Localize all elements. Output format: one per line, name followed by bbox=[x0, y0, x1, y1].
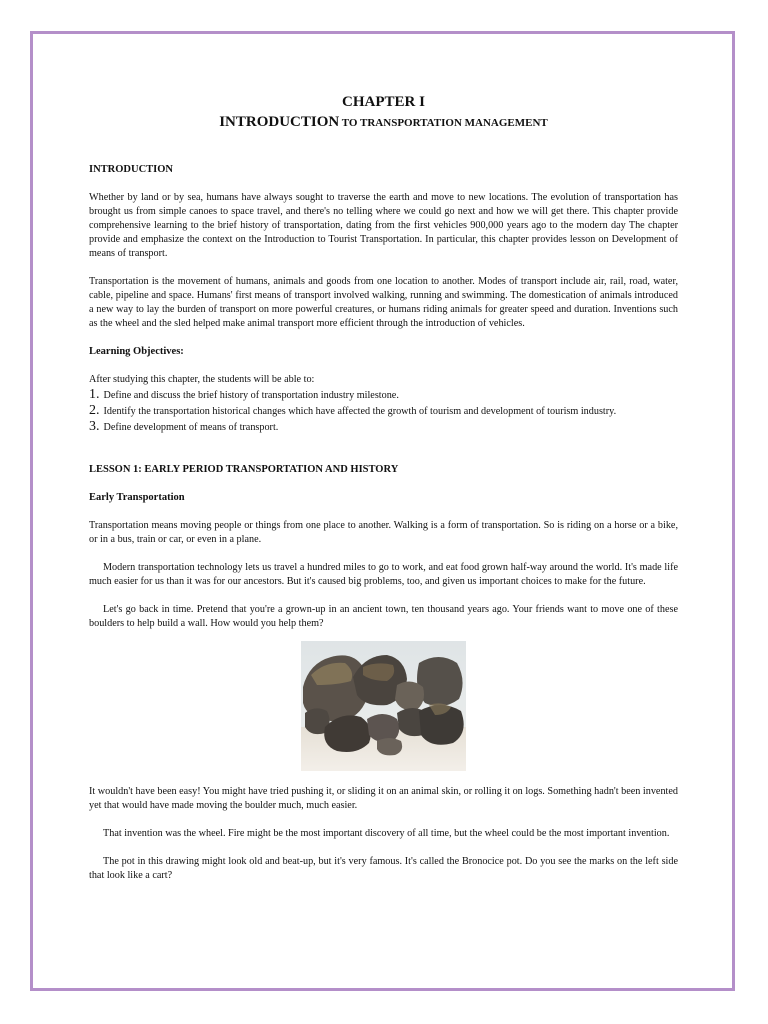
chapter-title bbox=[89, 112, 678, 133]
objective-item-2 bbox=[89, 403, 678, 419]
objective-item-3 bbox=[89, 419, 678, 435]
lesson-paragraph-4: It wouldn't have been easy! You might have tried pushing it, or sliding it on an animal skin, or rolling it on logs. Something hadn't been invented yet that would have made moving the boulder much, much easier. bbox=[89, 786, 678, 811]
introduction-paragraph-1: Whether by land or by sea, humans have always sought to traverse the earth and move to new locations. The evolution of transportation has brought us from simple canoes to space travel, and there's no telling where we could go next and how we will get there. This chapter provide comprehensive learning to the brief history of transportation, dating from the first vehicles 900,000 years ago to the modern day The chapter provide and emphasize the context on the Introduction to Tourist Transportation. In particular, this chapter provides lesson on Development of means of transport. bbox=[89, 192, 678, 259]
lesson-paragraph-5: That invention was the wheel. Fire might be the most important discovery of all time, but the wheel could be the most important invention. bbox=[103, 828, 670, 839]
chapter-title-sub: TO TRANSPORTATION MANAGEMENT bbox=[339, 117, 548, 129]
boulders-illustration bbox=[301, 641, 466, 771]
early-transportation-heading: Early Transportation bbox=[89, 492, 185, 503]
objective-text: Define and discuss the brief history of transportation industry milestone. bbox=[103, 390, 399, 401]
lesson-paragraph-1: Transportation means moving people or things from one place to another. Walking is a form of transportation. So is riding on a horse or a bike, or in a bus, train or car, or even in a plane. bbox=[89, 520, 678, 545]
boulders-photo bbox=[301, 641, 466, 771]
objective-number: 3. bbox=[89, 419, 100, 434]
objective-text: Identify the transportation historical changes which have affected the growth of tourism and development of tourism industry. bbox=[103, 406, 617, 417]
document-body bbox=[89, 92, 678, 897]
learning-objectives-heading: Learning Objectives: bbox=[89, 346, 184, 357]
introduction-paragraph-2: Transportation is the movement of humans, animals and goods from one location to another. Modes of transport include air, rail, road, water, cable, pipeline and space. Humans' first means of transport involved walking, running and swimming. The domestication of animals introduced a new way to lay the burden of transport on more powerful creatures, or humans riding animals for greater speed and duration. Inventions such as the wheel and the sled helped make animal transport more efficient through the introduction of vehicles. bbox=[89, 276, 678, 329]
lesson-paragraph-2: Modern transportation technology lets us travel a hundred miles to go to work, and eat food grown half-way around the world. It's made life much easier for us than it was for our ancestors. But it's caused big problems, too, and given us important choices to make for the future. bbox=[89, 562, 678, 587]
objective-text: Define development of means of transport. bbox=[103, 422, 279, 433]
chapter-title-main: INTRODUCTION bbox=[219, 114, 340, 130]
lesson-paragraph-6: The pot in this drawing might look old and beat-up, but it's very famous. It's called the Bronocice pot. Do you see the marks on the left side that look like a cart? bbox=[89, 856, 678, 881]
learning-objectives-lead: After studying this chapter, the students will be able to: bbox=[89, 374, 315, 385]
lesson-paragraph-3: Let's go back in time. Pretend that you're a grown-up in an ancient town, ten thousand years ago. Your friends want to move one of these boulders to help build a wall. How would you help them? bbox=[89, 604, 678, 629]
chapter-number: CHAPTER I bbox=[342, 94, 425, 110]
objective-number: 1. bbox=[89, 387, 100, 402]
lesson-heading: LESSON 1: EARLY PERIOD TRANSPORTATION AND HISTORY bbox=[89, 464, 399, 475]
introduction-heading: INTRODUCTION bbox=[89, 164, 174, 175]
objective-number: 2. bbox=[89, 403, 100, 418]
learning-objectives-list bbox=[89, 387, 678, 435]
objective-item-1 bbox=[89, 387, 678, 403]
